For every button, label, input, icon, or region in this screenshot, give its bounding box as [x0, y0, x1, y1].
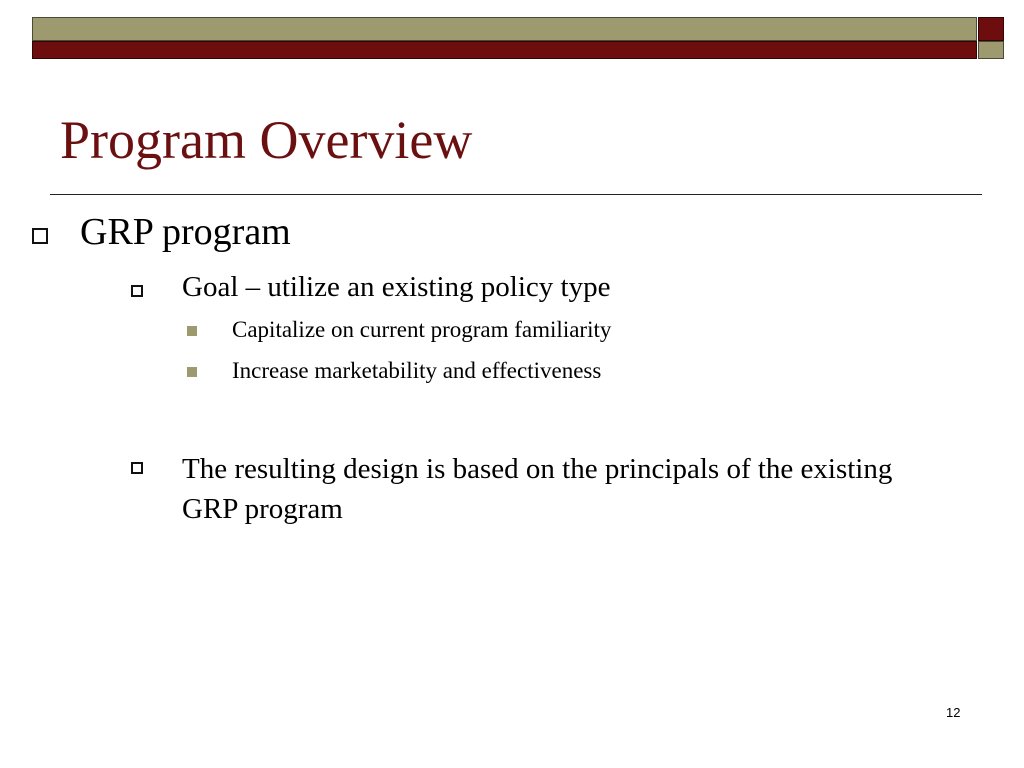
bullet-resulting-design	[182, 449, 942, 529]
hollow-square-icon	[131, 462, 143, 474]
filled-square-icon	[187, 367, 197, 377]
bullet-text: Increase marketability and effectiveness	[232, 358, 602, 383]
bullet-text: Capitalize on current program familiarity	[232, 317, 612, 342]
header-olive-square	[978, 41, 1004, 59]
bullet-capitalize	[232, 316, 611, 344]
header-maroon-bar	[32, 41, 977, 59]
bullet-text: The resulting design is based on the principals of the existing GRP program	[182, 453, 893, 525]
bullet-goal	[182, 270, 610, 304]
bullet-text: Goal – utilize an existing policy type	[182, 271, 611, 303]
page-number: 12	[946, 705, 961, 720]
bullet-grp-program	[80, 210, 291, 254]
slide-title: Program Overview	[60, 110, 473, 170]
hollow-square-icon	[131, 285, 143, 297]
bullet-marketability	[232, 357, 601, 385]
hollow-square-icon	[32, 228, 48, 244]
header-olive-bar	[32, 17, 977, 41]
filled-square-icon	[187, 326, 197, 336]
bullet-text: GRP program	[80, 211, 291, 253]
header-maroon-square	[978, 17, 1004, 41]
title-divider	[50, 194, 982, 195]
